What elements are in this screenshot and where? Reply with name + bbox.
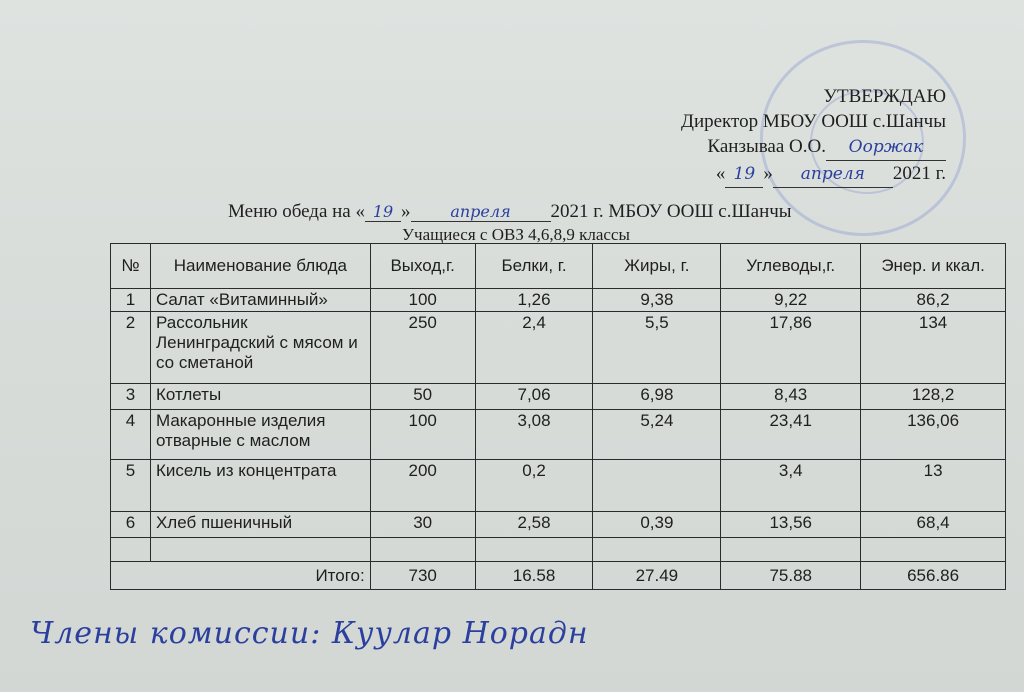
row-number: 2 bbox=[111, 312, 151, 384]
protein-value: 2,4 bbox=[475, 312, 593, 384]
table-row-empty bbox=[111, 538, 1006, 562]
dish-name: Макаронные изделия отварные с маслом bbox=[150, 410, 370, 460]
empty-cell bbox=[475, 538, 593, 562]
protein-value: 2,58 bbox=[475, 512, 593, 538]
approval-heading: УТВЕРЖДАЮ bbox=[823, 86, 946, 107]
empty-cell bbox=[150, 538, 370, 562]
menu-title-month: апреля bbox=[411, 202, 551, 222]
protein-value: 1,26 bbox=[475, 289, 593, 312]
protein-value: 7,06 bbox=[475, 384, 593, 410]
carbs-value: 8,43 bbox=[721, 384, 861, 410]
fat-value: 6,98 bbox=[593, 384, 721, 410]
menu-table bbox=[110, 243, 1006, 590]
empty-cell bbox=[861, 538, 1006, 562]
total-protein: 16.58 bbox=[475, 562, 593, 590]
menu-title-day: 19 bbox=[365, 202, 401, 222]
total-row bbox=[111, 562, 1006, 590]
total-fat: 27.49 bbox=[593, 562, 721, 590]
energy-value: 13 bbox=[861, 460, 1006, 512]
carbs-value: 17,86 bbox=[721, 312, 861, 384]
row-number: 3 bbox=[111, 384, 151, 410]
energy-value: 86,2 bbox=[861, 289, 1006, 312]
approval-year: 2021 г. bbox=[892, 163, 946, 184]
menu-subtitle: Учащиеся с ОВЗ 4,6,8,9 классы bbox=[402, 225, 630, 244]
row-number: 5 bbox=[111, 460, 151, 512]
total-carbs: 75.88 bbox=[721, 562, 861, 590]
output-value: 250 bbox=[370, 312, 475, 384]
dish-name: Рассольник Ленинградский с мясом и со сметаной bbox=[150, 312, 370, 384]
dish-name: Кисель из концентрата bbox=[150, 460, 370, 512]
empty-cell bbox=[111, 538, 151, 562]
approval-director: Директор МБОУ ООШ с.Шанчы bbox=[680, 111, 946, 132]
total-output: 730 bbox=[370, 562, 475, 590]
header-energy: Энер. и ккал. bbox=[861, 244, 1006, 289]
carbs-value: 23,41 bbox=[721, 410, 861, 460]
quote-close: » bbox=[763, 163, 773, 184]
header-fat: Жиры, г. bbox=[593, 244, 721, 289]
director-signature: Ооржак bbox=[826, 135, 946, 161]
carbs-value: 13,56 bbox=[721, 512, 861, 538]
row-number: 6 bbox=[111, 512, 151, 538]
carbs-value: 9,22 bbox=[721, 289, 861, 312]
energy-value: 134 bbox=[861, 312, 1006, 384]
approval-name: Канзываа О.О. bbox=[707, 136, 826, 157]
empty-cell bbox=[593, 538, 721, 562]
dish-name: Салат «Витаминный» bbox=[150, 289, 370, 312]
header-output: Выход,г. bbox=[370, 244, 475, 289]
output-value: 200 bbox=[370, 460, 475, 512]
menu-title-mid: » bbox=[401, 201, 411, 222]
table-row bbox=[111, 512, 1006, 538]
header-dish: Наименование блюда bbox=[150, 244, 370, 289]
fat-value: 9,38 bbox=[593, 289, 721, 312]
energy-value: 136,06 bbox=[861, 410, 1006, 460]
carbs-value: 3,4 bbox=[721, 460, 861, 512]
energy-value: 68,4 bbox=[861, 512, 1006, 538]
quote-open: « bbox=[715, 163, 726, 184]
table-row bbox=[111, 410, 1006, 460]
total-energy: 656.86 bbox=[861, 562, 1006, 590]
table-row bbox=[111, 460, 1006, 512]
total-label: Итого: bbox=[111, 562, 371, 590]
approval-block bbox=[681, 84, 946, 188]
approval-name-line bbox=[681, 134, 946, 161]
output-value: 100 bbox=[370, 410, 475, 460]
empty-cell bbox=[370, 538, 475, 562]
approval-month: апреля bbox=[773, 162, 893, 188]
fat-value bbox=[593, 460, 721, 512]
output-value: 50 bbox=[370, 384, 475, 410]
commission-signature: Члены комиссии: Куулар Норадн bbox=[30, 616, 589, 651]
menu-title-prefix: Меню обеда на « bbox=[228, 201, 365, 222]
output-value: 30 bbox=[370, 512, 475, 538]
approval-day: 19 bbox=[725, 162, 763, 188]
menu-title-suffix: 2021 г. МБОУ ООШ с.Шанчы bbox=[550, 201, 792, 222]
row-number: 4 bbox=[111, 410, 151, 460]
energy-value: 128,2 bbox=[861, 384, 1006, 410]
protein-value: 0,2 bbox=[475, 460, 593, 512]
header-protein: Белки, г. bbox=[475, 244, 593, 289]
fat-value: 0,39 bbox=[593, 512, 721, 538]
fat-value: 5,5 bbox=[593, 312, 721, 384]
fat-value: 5,24 bbox=[593, 410, 721, 460]
output-value: 100 bbox=[370, 289, 475, 312]
table-row bbox=[111, 312, 1006, 384]
header-carbs: Углеводы,г. bbox=[721, 244, 861, 289]
protein-value: 3,08 bbox=[475, 410, 593, 460]
menu-title bbox=[228, 201, 792, 223]
table-header-row bbox=[111, 244, 1006, 289]
table-row bbox=[111, 289, 1006, 312]
table-row bbox=[111, 384, 1006, 410]
dish-name: Хлеб пшеничный bbox=[150, 512, 370, 538]
header-number: № bbox=[111, 244, 151, 289]
dish-name: Котлеты bbox=[150, 384, 370, 410]
approval-date-line bbox=[681, 161, 946, 188]
empty-cell bbox=[721, 538, 861, 562]
row-number: 1 bbox=[111, 289, 151, 312]
